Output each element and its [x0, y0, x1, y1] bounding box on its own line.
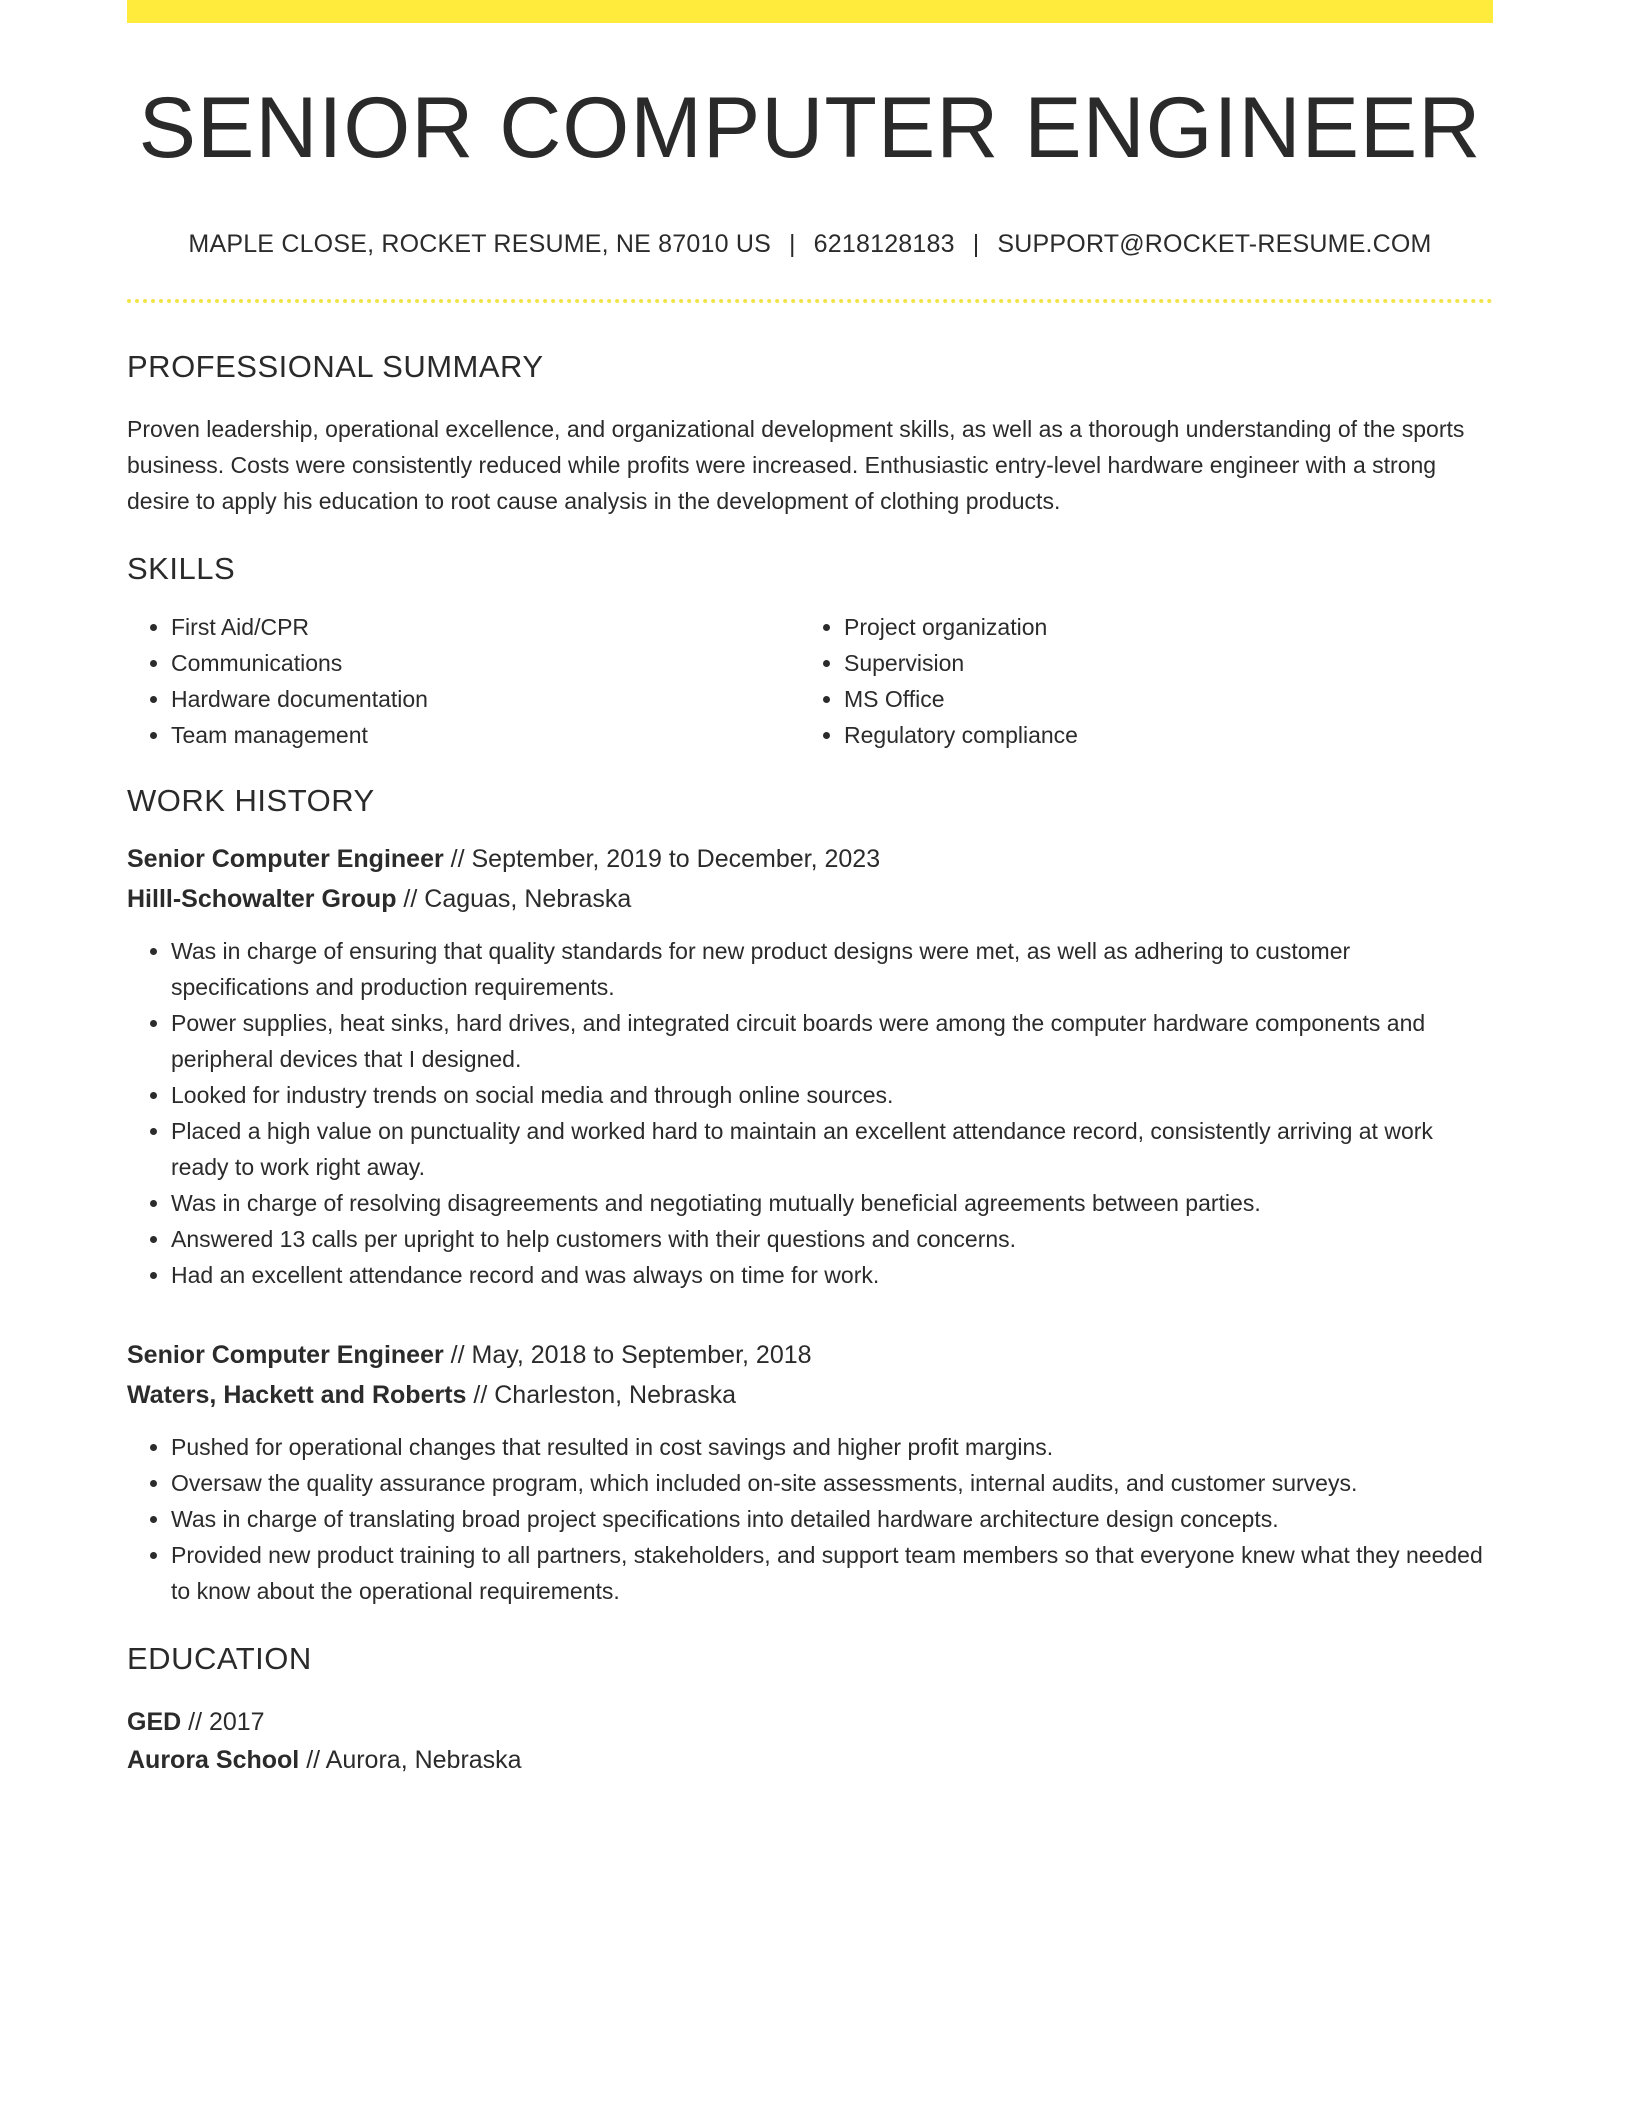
skill-item: • Hardware documentation [171, 681, 800, 717]
contact-separator: | [972, 229, 980, 258]
contact-phone: 6218128183 [813, 229, 955, 258]
job-bullets [127, 1429, 1493, 1609]
job-role: Senior Computer Engineer [127, 844, 444, 873]
job-company-line [127, 1375, 1493, 1415]
job-location: // Charleston, Nebraska [466, 1380, 737, 1409]
skills-column-right [800, 609, 1473, 753]
education-location: // Aurora, Nebraska [299, 1745, 522, 1774]
job-bullet: • Oversaw the quality assurance program, which included on-site assessments, internal audits, and customer surveys. [171, 1465, 1493, 1501]
job-role: Senior Computer Engineer [127, 1340, 444, 1369]
education-school: Aurora School [127, 1745, 300, 1774]
job-bullet: • Power supplies, heat sinks, hard drives, and integrated circuit boards were among the computer hardware components and peripheral devices that I designed. [171, 1005, 1493, 1077]
job-entry [127, 839, 1493, 1293]
summary-heading: PROFESSIONAL SUMMARY [127, 348, 544, 384]
contact-email: SUPPORT@ROCKET-RESUME.COM [997, 229, 1432, 258]
job-bullet: • Placed a high value on punctuality and worked hard to maintain an excellent attendance record, consistently arriving at work ready to work right away. [171, 1113, 1493, 1185]
contact-line [127, 230, 1493, 259]
skill-item: • Team management [171, 717, 800, 753]
job-bullet: • Was in charge of resolving disagreements and negotiating mutually beneficial agreements between parties. [171, 1185, 1493, 1221]
job-company-line [127, 879, 1493, 919]
skill-item: • Project organization [844, 609, 1473, 645]
job-bullet: • Had an excellent attendance record and was always on time for work. [171, 1257, 1493, 1293]
job-dates: // May, 2018 to September, 2018 [443, 1340, 812, 1369]
work-history-heading: WORK HISTORY [127, 782, 375, 818]
job-title-line [127, 1335, 1493, 1375]
summary-text: Proven leadership, operational excellence, and organizational development skills, as well as a thorough understanding of the sports business. Costs were consistently reduced while profits were increased. Enthusiastic entry-level hardware engineer with a strong desire to apply his education to root cause analysis in the development of clothing products. [127, 415, 1465, 514]
job-bullet: • Answered 13 calls per upright to help customers with their questions and concerns. [171, 1221, 1493, 1257]
job-bullet: • Was in charge of ensuring that quality standards for new product designs were met, as well as adhering to customer specifications and production requirements. [171, 933, 1493, 1005]
job-company: Waters, Hackett and Roberts [127, 1380, 467, 1409]
job-bullet: • Provided new product training to all partners, stakeholders, and support team members so that everyone knew what they needed to know about the operational requirements. [171, 1537, 1493, 1609]
skill-item: • Communications [171, 645, 800, 681]
skills-heading: SKILLS [127, 550, 236, 586]
job-entry [127, 1335, 1493, 1609]
top-accent-bar [127, 0, 1493, 23]
job-location: // Caguas, Nebraska [396, 884, 632, 913]
skill-item: • Regulatory compliance [844, 717, 1473, 753]
education-school-line [127, 1741, 1493, 1779]
job-company: Hilll-Schowalter Group [127, 884, 397, 913]
education-entry [127, 1703, 1493, 1779]
job-title-line [127, 839, 1493, 879]
resume-title: SENIOR COMPUTER ENGINEER [138, 80, 1482, 176]
skill-item: • First Aid/CPR [171, 609, 800, 645]
education-degree: GED [127, 1707, 182, 1736]
job-bullets [127, 933, 1493, 1293]
job-bullet: • Was in charge of translating broad project specifications into detailed hardware architecture design concepts. [171, 1501, 1493, 1537]
contact-address: MAPLE CLOSE, ROCKET RESUME, NE 87010 US [188, 229, 771, 258]
skill-item: • MS Office [844, 681, 1473, 717]
job-bullet: • Looked for industry trends on social media and through online sources. [171, 1077, 1493, 1113]
skill-item: • Supervision [844, 645, 1473, 681]
skills-list [127, 609, 1493, 753]
contact-separator: | [788, 229, 796, 258]
job-bullet: • Pushed for operational changes that resulted in cost savings and higher profit margins. [171, 1429, 1493, 1465]
dotted-divider [127, 299, 1493, 303]
education-year: // 2017 [181, 1707, 265, 1736]
resume-page [127, 0, 1493, 1779]
education-degree-line [127, 1703, 1493, 1741]
job-dates: // September, 2019 to December, 2023 [443, 844, 881, 873]
skills-column-left [127, 609, 800, 753]
education-heading: EDUCATION [127, 1640, 312, 1676]
